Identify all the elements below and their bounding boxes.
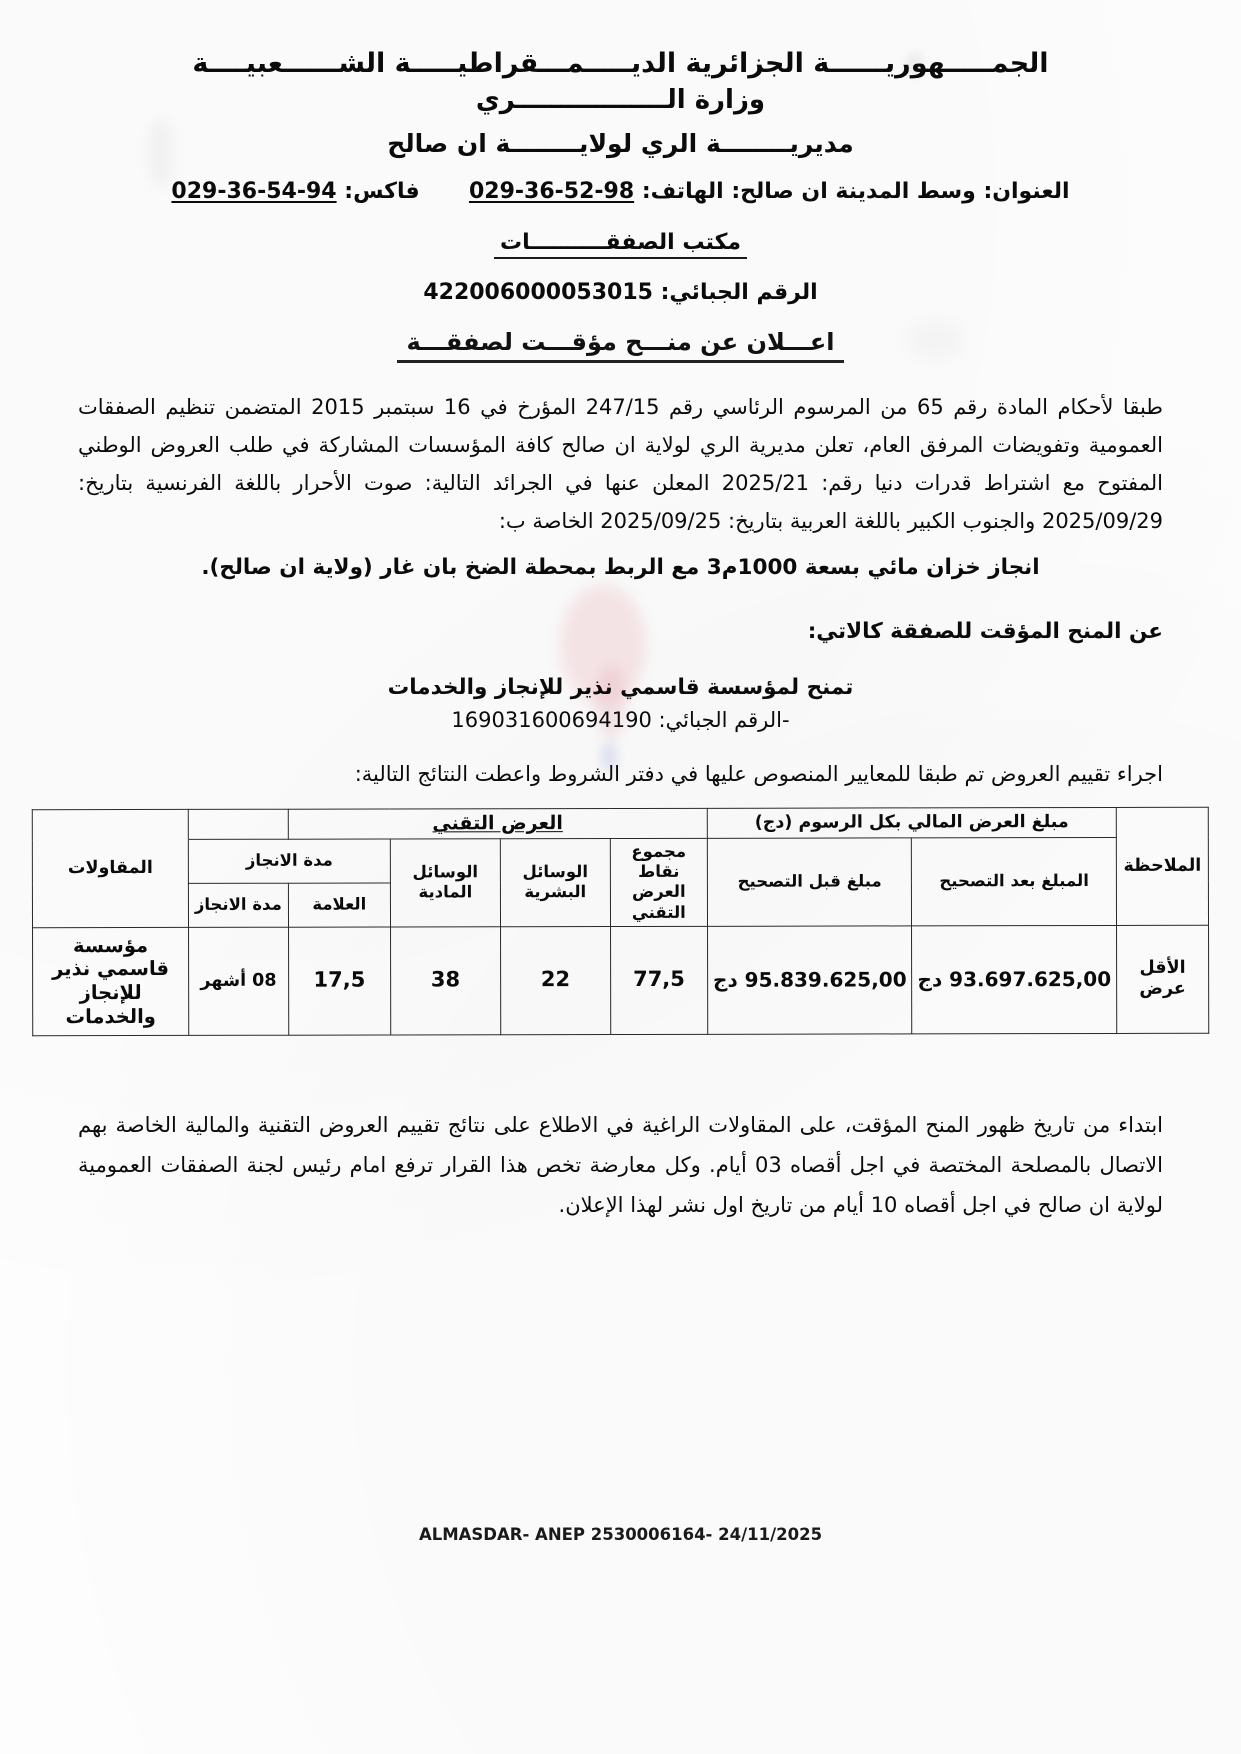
header-technical-total-points: مجموع نقاط العرض التقني — [610, 838, 707, 926]
phone-label: الهاتف: — [641, 179, 724, 204]
table-header-row-2 — [32, 837, 1208, 883]
header-republic: الجمـــــهوريــــــة الجزائرية الديـــــمـــقراطيـــــة الشــــــعبيــــة — [192, 48, 1049, 79]
fiscal-number: 422006000053015 — [423, 280, 653, 305]
project-description: انجاز خزان مائي بسعة 1000م3 مع الربط بمحطة الضخ بان غار (ولاية ان صالح). — [201, 555, 1040, 580]
address-label: العنوان: وسط المدينة ان صالح: — [731, 179, 1070, 204]
header-execution-period-group: مدة الانجاز — [188, 839, 390, 883]
header-execution-period-group-spacer — [188, 809, 288, 839]
header-direction: مديريــــــــة الري لولايــــــــة ان صالح — [387, 129, 854, 158]
fax-label: فاكس: — [344, 179, 420, 204]
awarded-company: تمنح لمؤسسة قاسمي نذير للإنجاز والخدمات — [387, 675, 854, 700]
header-amount-after-correction: المبلغ بعد التصحيح — [912, 838, 1117, 926]
header-office-block — [0, 230, 1241, 259]
header-material-means: الوسائل المادية — [390, 839, 500, 927]
header-ministry: وزارة الـــــــــــــــــري — [475, 85, 766, 115]
fax-number: 029-36-54-94 — [171, 179, 337, 204]
table-row — [33, 925, 1209, 1035]
header-fiscal-line — [0, 280, 1241, 305]
header-amount-before-correction: مبلغ قبل التصحيح — [707, 838, 912, 926]
cell-material-means: 38 — [390, 926, 500, 1034]
header-execution-period: مدة الانجاز — [188, 883, 288, 927]
results-table-wrapper — [32, 808, 1209, 1035]
header-contractors: المقاولات — [32, 809, 188, 927]
phone-number: 029-36-52-98 — [468, 179, 635, 204]
office-label: مكتب الصفقــــــــــات — [494, 230, 747, 259]
header-remark: الملاحظة — [1116, 807, 1208, 925]
award-heading: عن المنح المؤقت للصفقة كالاتي: — [807, 619, 1163, 644]
results-table — [32, 807, 1209, 1036]
table-header-row-1 — [32, 807, 1208, 840]
cell-contractor: مؤسسة قاسمي نذير للإنجاز والخدمات — [33, 927, 189, 1035]
announcement-title: اعـــلان عن منـــح مؤقـــت لصفقـــة — [397, 328, 845, 363]
closing-paragraph: ابتداء من تاريخ ظهور المنح المؤقت، على المقاولات الراغية في الاطلاع على نتائج تقييم العروض التقنية والمالية الخاصة بهم الاتصال بالمصلحة المختصة في اجل أقصاه 03 أيام. وكل معارضة تخص هذا القرار ترفع امام رئيس لجنة الصفقات العمومية لولاية ان صالح في اجل أقصاه 10 أيام من تاريخ اول نشر لهذا الإعلان. — [78, 1113, 1163, 1217]
evaluation-intro: اجراء تقييم العروض تم طبقا للمعايير المنصوص عليها في دفتر الشروط واعطت النتائج التالية: — [354, 762, 1163, 786]
cell-execution-period: 08 أشهر — [189, 927, 289, 1035]
announcement-title-banner — [0, 328, 1241, 363]
document-footer: ALMASDAR- ANEP 2530006164- 24/11/2025 — [418, 1525, 823, 1544]
cell-amount-before-correction: 95.839.625,00 دج — [707, 926, 912, 1034]
cell-mark: 17,5 — [288, 927, 390, 1035]
cell-remark: الأقل عرض — [1116, 925, 1208, 1033]
header-mark: العلامة — [288, 883, 390, 927]
header-technical-offer: العرض التقني — [288, 808, 707, 839]
awarded-company-fiscal-number: -الرقم الجبائي: 169031600694190 — [451, 708, 790, 732]
header-contact-line — [0, 179, 1241, 204]
intro-paragraph: طبقا لأحكام المادة رقم 65 من المرسوم الرئاسي رقم 247/15 المؤرخ في 16 سبتمبر 2015 المتضمن تنظيم الصفقات العمومية وتفويضات المرفق العام، تعلن مديرية الري لولاية ان صالح كافة المؤسسات المشاركة في طلب العروض الوطني المفتوح مع اشتراط قدرات دنيا رقم: 2025/21 المعلن عنها في الجرائد التالية: صوت الأحرار باللغة الفرنسية بتاريخ: 2025/09/29 والجنوب الكبير باللغة العربية بتاريخ: 2025/09/25 الخاصة ب: — [78, 395, 1164, 533]
cell-human-means: 22 — [500, 926, 610, 1034]
header-human-means: الوسائل البشرية — [500, 839, 610, 927]
fiscal-label: الرقم الجبائي: — [660, 280, 818, 305]
cell-amount-after-correction: 93.697.625,00 دج — [912, 925, 1117, 1033]
cell-technical-total-points: 77,5 — [610, 926, 707, 1034]
header-financial-offer: مبلغ العرض المالي بكل الرسوم (دج) — [707, 807, 1116, 838]
